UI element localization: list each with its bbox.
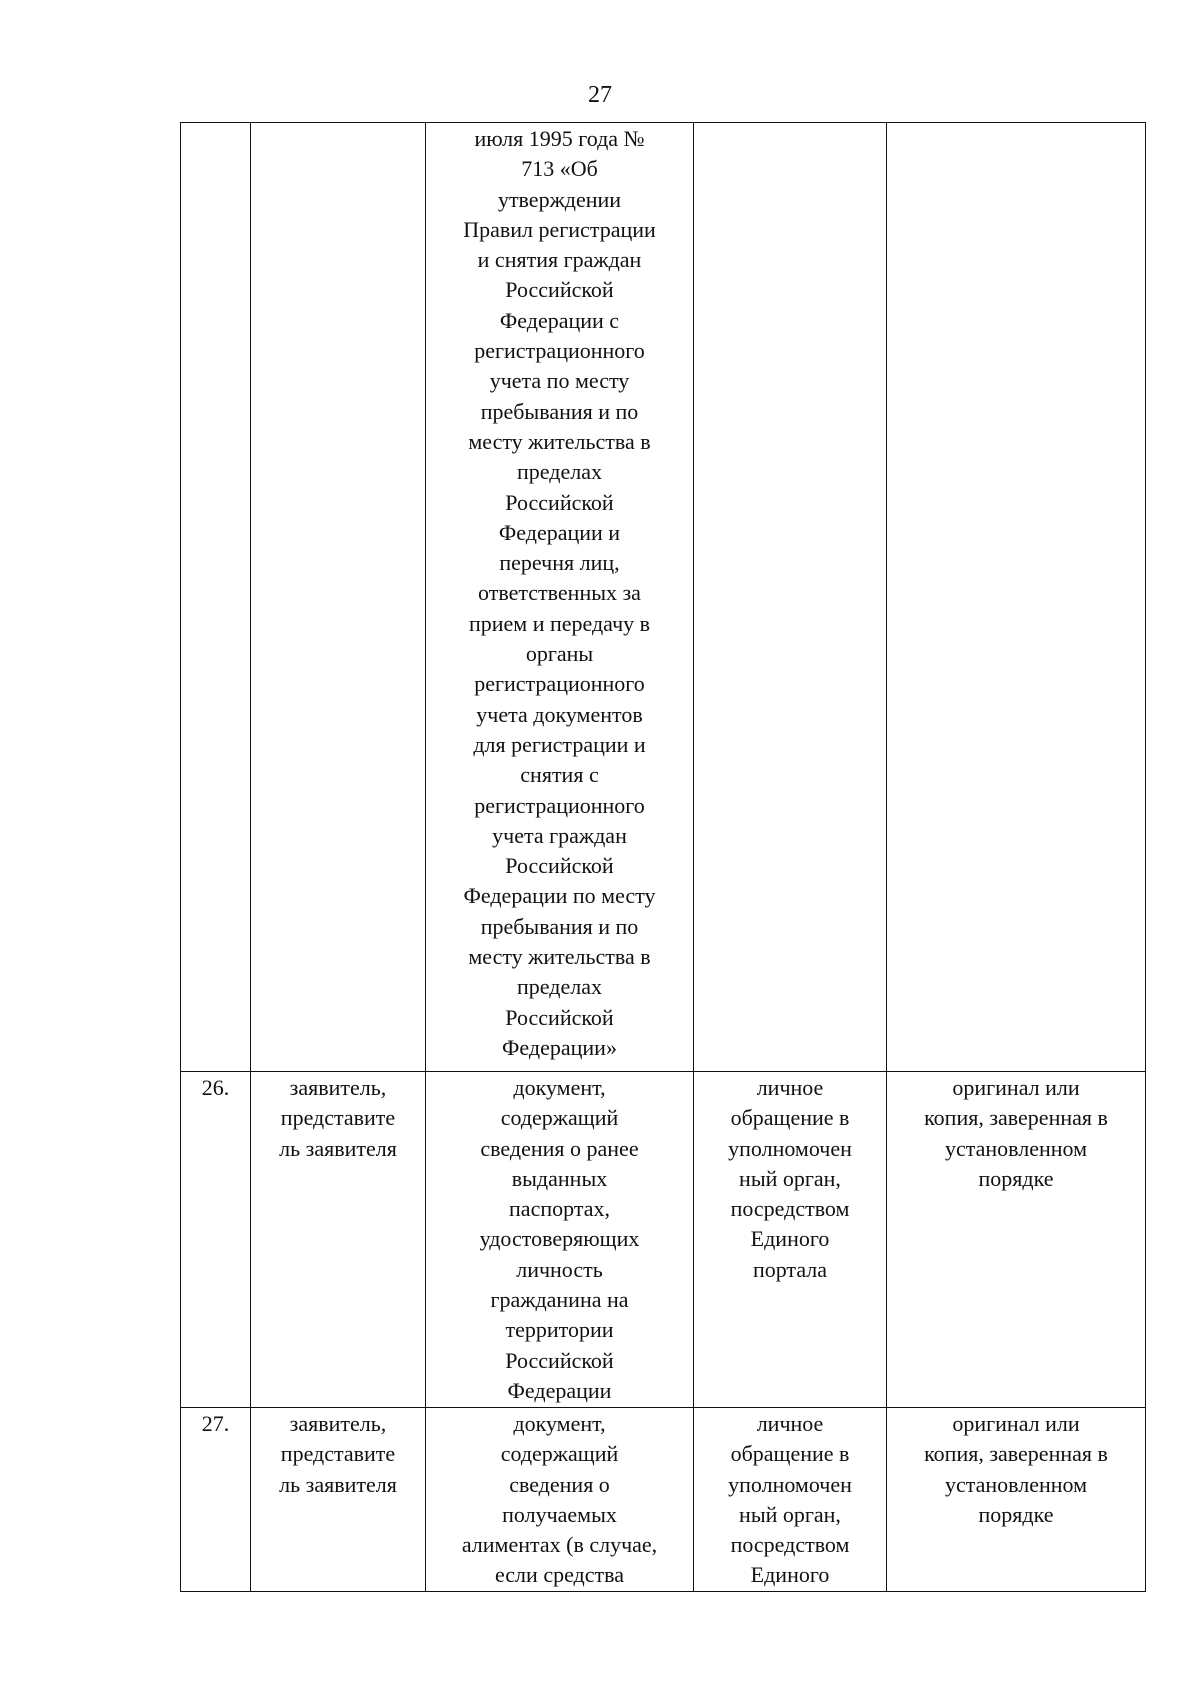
applicant-text: заявитель, представите ль заявителя bbox=[279, 1075, 397, 1161]
method-cell bbox=[694, 1408, 887, 1592]
row-number-cell bbox=[181, 1072, 251, 1408]
form-cell bbox=[887, 123, 1146, 1072]
document-cell bbox=[426, 123, 694, 1072]
document-table bbox=[180, 122, 1146, 1592]
applicant-cell bbox=[251, 1408, 426, 1592]
method-cell bbox=[694, 123, 887, 1072]
form-cell bbox=[887, 1408, 1146, 1592]
applicant-text: заявитель, представите ль заявителя bbox=[279, 1411, 397, 1497]
page-number: 27 bbox=[588, 82, 612, 108]
row-number: 26. bbox=[201, 1075, 230, 1100]
row-number: 27. bbox=[201, 1411, 230, 1436]
table-row bbox=[181, 1408, 1146, 1592]
document-text: документ, содержащий сведения о ранее выданных паспортах, удостоверяющих личность гражданина на территории Российской Федерации bbox=[479, 1075, 640, 1403]
row-number-cell bbox=[181, 1408, 251, 1592]
table-row bbox=[181, 123, 1146, 1072]
method-cell bbox=[694, 1072, 887, 1408]
row-number-cell bbox=[181, 123, 251, 1072]
form-text: оригинал или копия, заверенная в установленном порядке bbox=[924, 1075, 1108, 1191]
table-row bbox=[181, 1072, 1146, 1408]
applicant-cell bbox=[251, 1072, 426, 1408]
document-cell bbox=[426, 1408, 694, 1592]
document-text: документ, содержащий сведения о получаемых алиментах (в случае, если средства bbox=[461, 1411, 658, 1588]
method-text: личное обращение в уполномочен ный орган, посредством Единого портала bbox=[728, 1075, 852, 1282]
applicant-cell bbox=[251, 123, 426, 1072]
form-cell bbox=[887, 1072, 1146, 1408]
form-text: оригинал или копия, заверенная в установленном порядке bbox=[924, 1411, 1108, 1527]
document-text: июля 1995 года № 713 «Об утверждении Правил регистрации и снятия граждан Российской Федерации с регистрационного учета по месту пребывания и по месту жительства в пределах Российской Федерации и перечня лиц, ответственных за прием и передачу в органы регистрационного учета документов для регистрации и снятия с регистрационного учета граждан Российской Федерации по месту пребывания и по месту жительства в пределах Российской Федерации» bbox=[463, 126, 656, 1060]
method-text: личное обращение в уполномочен ный орган, посредством Единого bbox=[728, 1411, 852, 1588]
document-cell bbox=[426, 1072, 694, 1408]
